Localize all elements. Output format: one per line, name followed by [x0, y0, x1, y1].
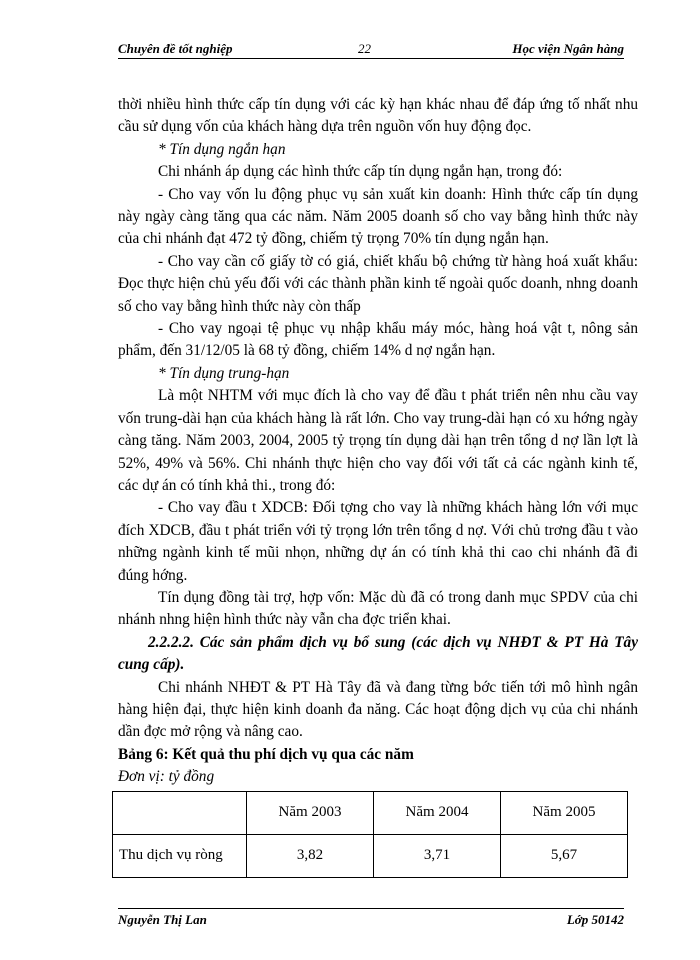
- paragraph: - Cho vay đầu t XDCB: Đối tợng cho vay là những khách hàng lớn với mục đích XDCB, đầu t phát triển với tỷ trọng lớn trên tổng d nợ. Với chủ trơng đầu t vào những ngành kinh tế mũi nhọn, những dự án có tính khả thi cao chi nhánh đã đi đúng hớng.: [118, 499, 638, 584]
- footer-author: Nguyễn Thị Lan: [118, 912, 207, 927]
- page-header: [118, 40, 624, 59]
- table-header-row: [113, 791, 628, 834]
- paragraph: Tín dụng đồng tài trợ, hợp vốn: Mặc dù đã có trong danh mục SPDV của chi nhánh nhng hiện hình thức này vẫn cha đợc triển khai.: [118, 588, 638, 629]
- heading-short-term-credit: * Tín dụng ngắn hạn: [158, 140, 286, 158]
- paragraph: - Cho vay ngoại tệ phục vụ nhập khẩu máy móc, hàng hoá vật t, nông sản phẩm, đến 31/12/05 là 68 tỷ đồng, chiếm 14% d nợ ngắn hạn.: [118, 320, 638, 360]
- page-number: 22: [358, 41, 371, 56]
- header-institution: Học viện Ngân hàng: [512, 41, 624, 56]
- fee-table: [112, 791, 628, 878]
- table-corner-cell: [113, 791, 247, 834]
- table-cell: 3,82: [247, 834, 374, 877]
- footer-class: Lớp 50142: [566, 912, 624, 927]
- table-row: [113, 834, 628, 877]
- table-header-cell: Năm 2005: [501, 791, 628, 834]
- table-unit: Đơn vị: tỷ đồng: [118, 768, 215, 786]
- table-header-cell: Năm 2003: [247, 791, 374, 834]
- table-cell: 3,71: [374, 834, 501, 877]
- page-footer: [118, 908, 624, 927]
- header-title: Chuyên đề tốt nghiệp: [118, 41, 233, 56]
- paragraph: - Cho vay cần cố giấy tờ có giá, chiết khấu bộ chứng từ hàng hoá xuất khẩu: Đọc thực hiện chủ yếu đối với các thành phần kinh tế ngoài quốc doanh, nhng doanh số cho vay bằng hình thức này còn thấp: [118, 252, 638, 315]
- paragraph: thời nhiều hình thức cấp tín dụng với các kỳ hạn khác nhau để đáp ứng tố nhất nhu cầu sử dụng vốn của khách hàng dựa trên nguồn vốn huy động đọc.: [118, 96, 638, 136]
- paragraph: Là một NHTM với mục đích là cho vay để đầu t phát triển nên nhu cầu vay vốn trung-dài hạn của khách hàng là rất lớn. Cho vay trung-dài hạn có xu hớng ngày càng tăng. Năm 2003, 2004, 2005 tỷ trọng tín dụng dài hạn trên tổng d nợ lần lợt là 52%, 49% và 56%. Chi nhánh thực hiện cho vay đối với tất cả các ngành kinh tế, các dự án có tính khả thi., trong đó:: [118, 387, 638, 494]
- paragraph: - Cho vay vốn lu động phục vụ sản xuất kin doanh: Hình thức cấp tín dụng này ngày càng tăng qua các năm. Năm 2005 doanh số cho vay bằng hình thức này của chi nhánh đạt 472 tỷ đồng, chiếm tỷ trọng 70% tín dụng ngắn hạn.: [118, 185, 638, 248]
- table-caption: Bảng 6: Kết quả thu phí dịch vụ qua các năm: [118, 745, 414, 763]
- paragraph: Chi nhánh áp dụng các hình thức cấp tín dụng ngắn hạn, trong đó:: [158, 163, 563, 181]
- table-row-label: Thu dịch vụ ròng: [113, 834, 247, 877]
- paragraph: Chi nhánh NHĐT & PT Hà Tây đã và đang từng bớc tiến tới mô hình ngân hàng hiện đại, thực hiện kinh doanh đa năng. Các hoạt động dịch vụ của chi nhánh dần đợc mở rộng và nâng cao.: [118, 678, 638, 741]
- table-cell: 5,67: [501, 834, 628, 877]
- heading-medium-term-credit: * Tín dụng trung-hạn: [158, 364, 290, 382]
- page-content: [118, 94, 638, 878]
- table-header-cell: Năm 2004: [374, 791, 501, 834]
- section-heading: 2.2.2.2. Các sản phẩm dịch vụ bổ sung (các dịch vụ NHĐT & PT Hà Tây cung cấp).: [118, 633, 638, 674]
